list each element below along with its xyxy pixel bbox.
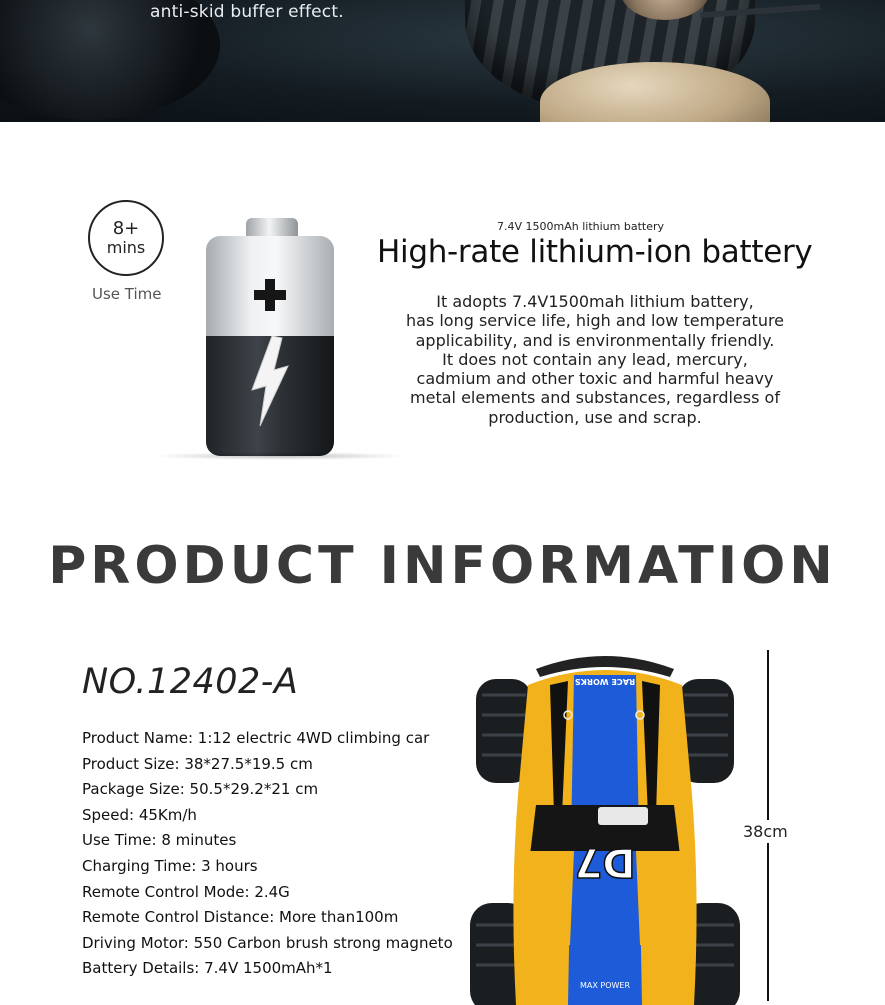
lightning-bolt-icon — [248, 336, 292, 426]
description-line: It does not contain any lead, mercury, — [442, 349, 748, 369]
spec-item: Driving Motor: 550 Carbon brush strong magneto — [82, 933, 453, 952]
spec-item: Remote Control Distance: More than100m — [82, 908, 399, 927]
use-time-label: Use Time — [92, 285, 162, 303]
product-info-heading: PRODUCT INFORMATION — [48, 536, 837, 596]
spec-item: Product Size: 38*27.5*19.5 cm — [82, 754, 313, 773]
use-time-value: 8+ — [112, 218, 140, 239]
battery-title: High-rate lithium-ion battery — [377, 234, 813, 270]
battery-icon — [206, 218, 334, 458]
use-time-badge — [88, 200, 164, 276]
description-line: metal elements and substances, regardless of — [410, 388, 780, 408]
spec-item: Product Name: 1:12 electric 4WD climbing car — [82, 729, 430, 747]
rear-spoiler-plate — [598, 807, 648, 825]
description-line: cadmium and other toxic and harmful heavy — [416, 369, 774, 389]
spec-item: Package Size: 50.5*29.2*21 cm — [82, 780, 319, 799]
car-number: D7 — [574, 839, 636, 885]
max-power-text: MAX POWER — [579, 981, 631, 990]
rc-car-image — [470, 645, 740, 1005]
model-number: NO.12402-A — [82, 662, 299, 702]
battery-description — [380, 292, 810, 427]
description-line: has long service life, high and low temperature — [405, 311, 785, 331]
use-time-unit: mins — [106, 238, 146, 257]
spec-item: Charging Time: 3 hours — [82, 856, 258, 875]
brand-text: RACE WORKS — [574, 677, 636, 686]
spec-item: Battery Details: 7.4V 1500mAh*1 — [82, 959, 333, 978]
spec-item: Use Time: 8 minutes — [82, 831, 237, 850]
battery-caption: 7.4V 1500mAh lithium battery — [497, 220, 665, 233]
battery-shadow — [150, 452, 410, 460]
banner-caption: anti-skid buffer effect. — [150, 2, 344, 22]
description-line: production, use and scrap. — [488, 407, 702, 427]
description-line: applicability, and is environmentally friendly. — [415, 330, 775, 350]
spec-list — [82, 727, 453, 983]
description-line: It adopts 7.4V1500mah lithium battery, — [436, 292, 754, 311]
hero-banner — [0, 0, 885, 122]
dimension-label: 38cm — [743, 822, 788, 841]
spec-item: Speed: 45Km/h — [82, 805, 197, 824]
plus-sign-icon-vertical — [265, 279, 275, 311]
spec-item: Remote Control Mode: 2.4G — [82, 882, 290, 901]
